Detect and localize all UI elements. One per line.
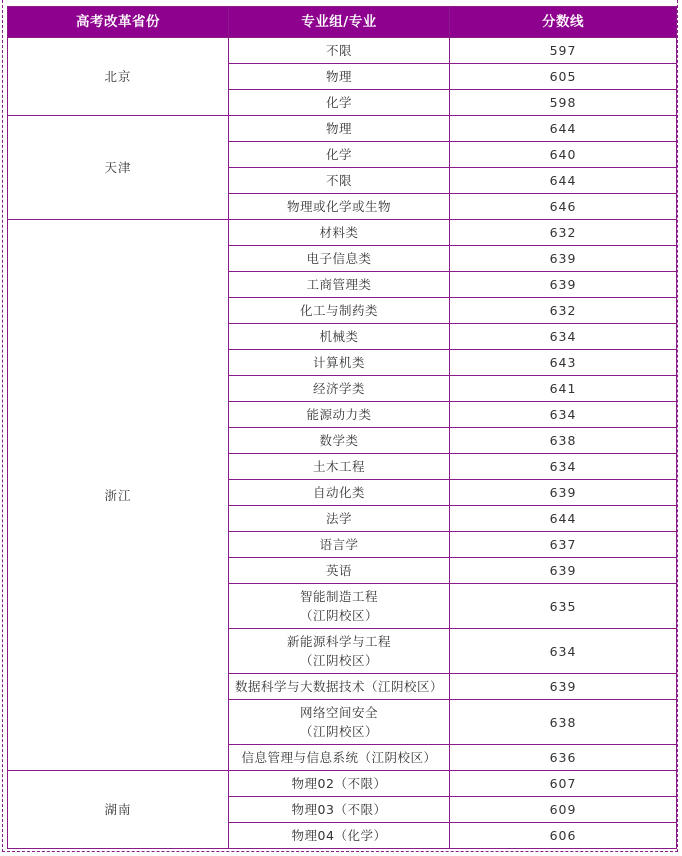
admission-score-table: [7, 6, 677, 849]
major-cell: [229, 771, 450, 797]
score-cell: 634: [450, 629, 677, 674]
major-cell: [229, 674, 450, 700]
score-cell: 634: [450, 324, 677, 350]
score-cell: 598: [450, 90, 677, 116]
header-row: [8, 7, 677, 38]
score-cell: 643: [450, 350, 677, 376]
major-name: 土木工程: [312, 459, 365, 474]
score-cell: 638: [450, 700, 677, 745]
province-cell: 浙江: [8, 220, 229, 771]
major-name: 数据科学与大数据技术（江阴校区）: [234, 679, 443, 694]
score-cell: 646: [450, 194, 677, 220]
score-cell: 636: [450, 745, 677, 771]
score-cell: 634: [450, 454, 677, 480]
major-cell: [229, 350, 450, 376]
header-province: 高考改革省份: [8, 7, 229, 38]
score-cell: 640: [450, 142, 677, 168]
major-name: 数学类: [319, 433, 359, 448]
major-name: 化工与制药类: [299, 303, 378, 318]
major-cell: [229, 797, 450, 823]
score-cell: 639: [450, 558, 677, 584]
major-cell: [229, 428, 450, 454]
score-cell: 638: [450, 428, 677, 454]
major-cell: [229, 558, 450, 584]
major-cell: [229, 142, 450, 168]
major-cell: [229, 90, 450, 116]
major-cell: [229, 532, 450, 558]
major-name: 物理: [325, 121, 352, 136]
major-campus: （江阴校区）: [299, 724, 378, 739]
table-row: [8, 116, 677, 142]
score-cell: 637: [450, 532, 677, 558]
major-cell: [229, 246, 450, 272]
major-cell: [229, 64, 450, 90]
major-cell: [229, 506, 450, 532]
score-cell: 641: [450, 376, 677, 402]
major-name: 自动化类: [312, 485, 365, 500]
score-cell: 606: [450, 823, 677, 849]
score-cell: 632: [450, 220, 677, 246]
major-name: 物理02（不限）: [291, 776, 387, 791]
table-header: [8, 7, 677, 38]
score-cell: 632: [450, 298, 677, 324]
major-name: 计算机类: [312, 355, 365, 370]
major-name: 新能源科学与工程: [286, 634, 391, 649]
score-cell: 644: [450, 506, 677, 532]
major-cell: [229, 194, 450, 220]
major-name: 能源动力类: [306, 407, 372, 422]
table-row: [8, 771, 677, 797]
major-name: 经济学类: [312, 381, 365, 396]
score-cell: 597: [450, 38, 677, 64]
province-cell: 天津: [8, 116, 229, 220]
major-cell: [229, 584, 450, 629]
major-name: 信息管理与信息系统（江阴校区）: [241, 750, 437, 765]
score-cell: 607: [450, 771, 677, 797]
major-cell: [229, 116, 450, 142]
major-name: 化学: [325, 147, 352, 162]
major-name: 智能制造工程: [299, 589, 378, 604]
major-cell: [229, 220, 450, 246]
major-name: 英语: [325, 563, 352, 578]
major-name: 网络空间安全: [299, 705, 378, 720]
province-cell: 湖南: [8, 771, 229, 849]
score-cell: 644: [450, 168, 677, 194]
major-cell: [229, 324, 450, 350]
major-cell: [229, 480, 450, 506]
major-name: 物理04（化学）: [291, 828, 387, 843]
score-cell: 605: [450, 64, 677, 90]
major-cell: [229, 402, 450, 428]
score-cell: 639: [450, 480, 677, 506]
major-cell: [229, 38, 450, 64]
major-campus: （江阴校区）: [299, 653, 378, 668]
table-row: [8, 38, 677, 64]
major-cell: [229, 823, 450, 849]
major-cell: [229, 168, 450, 194]
major-cell: [229, 700, 450, 745]
major-name: 材料类: [319, 225, 359, 240]
table-row: [8, 220, 677, 246]
score-cell: 609: [450, 797, 677, 823]
table-body: [8, 38, 677, 849]
major-name: 不限: [325, 173, 352, 188]
major-name: 法学: [325, 511, 352, 526]
major-name: 电子信息类: [306, 251, 372, 266]
major-name: 机械类: [319, 329, 359, 344]
major-name: 不限: [325, 43, 352, 58]
major-name: 物理03（不限）: [291, 802, 387, 817]
score-cell: 639: [450, 674, 677, 700]
major-campus: （江阴校区）: [299, 608, 378, 623]
major-cell: [229, 376, 450, 402]
major-name: 化学: [325, 95, 352, 110]
header-major: 专业组/专业: [229, 7, 450, 38]
score-cell: 634: [450, 402, 677, 428]
province-cell: 北京: [8, 38, 229, 116]
major-cell: [229, 272, 450, 298]
major-cell: [229, 629, 450, 674]
major-name: 工商管理类: [306, 277, 372, 292]
major-cell: [229, 298, 450, 324]
major-cell: [229, 745, 450, 771]
score-cell: 635: [450, 584, 677, 629]
header-score: 分数线: [450, 7, 677, 38]
score-cell: 639: [450, 246, 677, 272]
major-name: 物理或化学或生物: [286, 199, 391, 214]
major-name: 语言学: [319, 537, 359, 552]
major-name: 物理: [325, 69, 352, 84]
score-cell: 639: [450, 272, 677, 298]
major-cell: [229, 454, 450, 480]
score-cell: 644: [450, 116, 677, 142]
